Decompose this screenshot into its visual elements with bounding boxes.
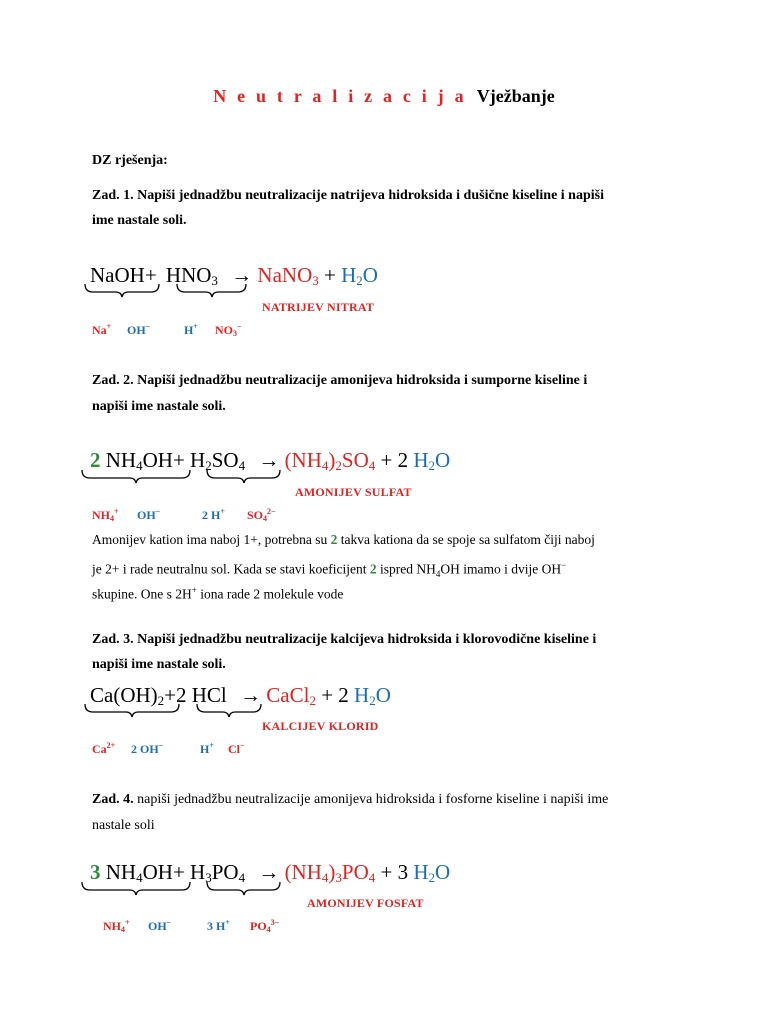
z2-note-line3: skupine. One s 2H+ iona rade 2 molekule vode	[92, 585, 344, 602]
z2-ion-h: 2 H+	[202, 507, 225, 522]
z4-brace-base	[80, 880, 195, 896]
z3-arrow: →	[240, 683, 262, 707]
z4-ion-oh: OH−	[148, 918, 172, 933]
z1-ion-na: Na+	[92, 322, 112, 337]
z1-ion-oh: OH−	[127, 322, 151, 337]
title-vjezbanje: Vježbanje	[476, 86, 555, 106]
z1-reactant1: NaOH	[90, 263, 145, 287]
z2-salt-name: AMONIJEV SULFAT	[295, 485, 412, 499]
z1-product-water: $H_2O$	[341, 263, 378, 288]
z1-text-line2: ime nastale soli.	[92, 213, 187, 228]
z1-plus1: +	[144, 263, 157, 287]
z1-arrow: →	[231, 263, 253, 287]
z4-plus1: +	[172, 860, 185, 884]
page-title	[0, 86, 768, 107]
z3-brace-base	[83, 702, 183, 718]
z2-plus1: +	[172, 448, 185, 472]
z2-coefficient: 2	[90, 448, 101, 472]
z2-plus2: + 2	[380, 448, 409, 472]
heading-dz: DZ rješenja:	[92, 153, 168, 168]
z3-ion-cl: Cl−	[228, 741, 245, 756]
z4-brace-acid	[205, 880, 285, 896]
z1-ion-no3: $NO_3^-$	[215, 322, 242, 338]
z4-arrow: →	[258, 860, 280, 884]
z4-plus2: + 3	[380, 860, 409, 884]
z2-reactant2: $H_2SO_4$	[190, 448, 246, 473]
z1-product-salt: NaNO$_3$	[257, 263, 319, 288]
z3-ion-h: H+	[200, 741, 214, 756]
z4-coefficient: 3	[90, 860, 101, 884]
z4-text-line2: nastale soli	[92, 818, 155, 833]
z3-reactant1: $Ca(OH)_2$	[90, 683, 165, 708]
title-neutralizacija: N e u t r a l i z a c i j a	[213, 86, 467, 106]
z4-text-line1: Zad. 4. napiši jednadžbu neutralizacije amonijeva hidroksida i fosforne kiseline i napiši ime	[92, 792, 609, 807]
z4-ion-nh4: $NH_4^+$	[103, 918, 130, 934]
z3-plus2: + 2	[321, 683, 349, 707]
z2-note-line1: Amonijev kation ima naboj 1+, potrebna su 2 takva kationa da se spoje sa sulfatom čiji naboj	[92, 532, 595, 547]
z3-reactant2: 2 HCl	[176, 683, 227, 707]
z3-text-line2: napiši ime nastale soli.	[92, 657, 226, 672]
z2-note-line2: je 2+ i rade neutralnu sol. Kada se stavi koeficijent 2 ispred $NH_4OH$ imamo i dvije OH−	[92, 560, 567, 580]
z3-ion-oh: 2 OH−	[131, 741, 164, 756]
z2-text-line2: napiši ime nastale soli.	[92, 399, 226, 414]
z2-text-line1: Zad. 2. Napiši jednadžbu neutralizacije amonijeva hidroksida i sumporne kiseline i	[92, 373, 588, 388]
z4-product-salt: $(NH_4)_3PO_4$	[284, 860, 376, 885]
z3-ion-ca: $Ca^{2+}$	[92, 741, 116, 756]
z2-brace-acid	[205, 468, 285, 484]
z1-ion-h: H+	[184, 322, 198, 337]
z4-salt-name: AMONIJEV FOSFAT	[307, 896, 424, 910]
z4-ion-po4: $PO_4^{3-}$	[250, 918, 280, 934]
z2-product-salt: $(NH_4)_2SO_4$	[284, 448, 376, 473]
z3-salt-name: KALCIJEV KLORID	[262, 719, 379, 733]
z4-ion-h: 3 H+	[207, 918, 230, 933]
z1-salt-name: NATRIJEV NITRAT	[262, 300, 375, 314]
z1-plus2: +	[324, 263, 336, 287]
z1-text-line1: Zad. 1. Napiši jednadžbu neutralizacije natrijeva hidroksida i dušične kiseline i napiši	[92, 188, 604, 203]
z3-product-salt: CaCl$_2$	[266, 683, 316, 708]
z2-ion-oh: OH−	[137, 507, 161, 522]
z3-product-water: $H_2O$	[354, 683, 391, 708]
z2-ion-nh4: $NH_4^+$	[92, 507, 119, 523]
z2-reactant1: $NH_4OH$	[105, 448, 173, 473]
z4-reactant1: $NH_4OH$	[105, 860, 173, 885]
z2-brace-base	[80, 468, 195, 484]
z3-plus1: +	[164, 683, 176, 707]
z4-product-water: $H_2O$	[413, 860, 451, 885]
z1-brace-acid	[175, 282, 250, 298]
z3-brace-acid	[195, 702, 265, 718]
z4-reactant2: $H_3PO_4$	[190, 860, 246, 885]
z2-product-water: $H_2O$	[413, 448, 451, 473]
z1-brace-base	[83, 282, 163, 298]
z2-arrow: →	[258, 448, 280, 472]
z2-ion-so4: $SO_4^{2-}$	[247, 507, 276, 523]
z3-text-line1: Zad. 3. Napiši jednadžbu neutralizacije kalcijeva hidroksida i klorovodične kiseline i	[92, 632, 597, 647]
z1-reactant2: $HNO_3$	[165, 263, 218, 288]
